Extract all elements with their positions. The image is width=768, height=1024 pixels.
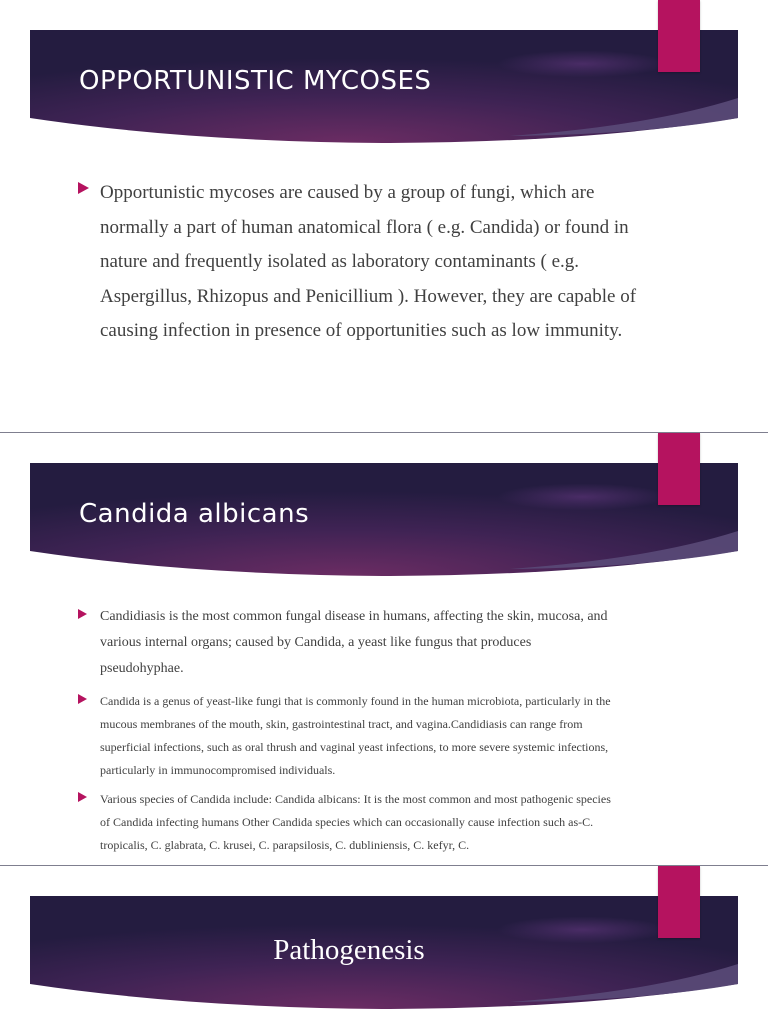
list-item	[78, 604, 618, 682]
list-item	[78, 788, 618, 857]
triangle-right-icon	[78, 694, 87, 704]
slide-title: OPPORTUNISTIC MYCOSES	[79, 66, 432, 96]
accent-tab	[658, 0, 700, 72]
bullet-text: Opportunistic mycoses are caused by a group of fungi, which are normally a part of human anatomical flora ( e.g. Candida) or found in nature and frequently isolated as laboratory contaminants ( e.g. Aspergillus, Rhizopus and Penicillium ). However, they are capable of causing infection in presence of opportunities such as low immunity.	[100, 182, 637, 341]
triangle-right-icon	[78, 792, 87, 802]
slide-pathogenesis	[0, 866, 768, 1024]
bullet-list	[78, 604, 618, 857]
triangle-right-icon	[78, 182, 89, 194]
slide-title: Pathogenesis	[273, 934, 425, 966]
bullet-list	[78, 176, 638, 349]
list-item	[78, 176, 638, 349]
slide-title: Candida albicans	[79, 499, 310, 529]
list-item	[78, 690, 618, 782]
bullet-text: Various species of Candida include: Candida albicans: It is the most common and most pathogenic species of Candida infecting humans Other Candida species which can occasionally cause infection such as-C. tropicalis, C. glabrata, C. krusei, C. parapsilosis, C. dubliniensis, C. kefyr, C.	[100, 792, 611, 852]
bullet-text: Candida is a genus of yeast-like fungi that is commonly found in the human microbiota, particularly in the mucous membranes of the mouth, skin, gastrointestinal tract, and vagina.Candidiasis can range from superficial infections, such as oral thrush and vaginal yeast infections, to more severe systemic infections, particularly in immunocompromised individuals.	[100, 694, 611, 777]
accent-tab	[658, 433, 700, 505]
bullet-text: Candidiasis is the most common fungal disease in humans, affecting the skin, mucosa, and various internal organs; caused by Candida, a yeast like fungus that produces pseudohyphae.	[100, 609, 608, 676]
slide-opportunistic-mycoses	[0, 0, 768, 432]
accent-tab	[658, 866, 700, 938]
triangle-right-icon	[78, 609, 87, 619]
